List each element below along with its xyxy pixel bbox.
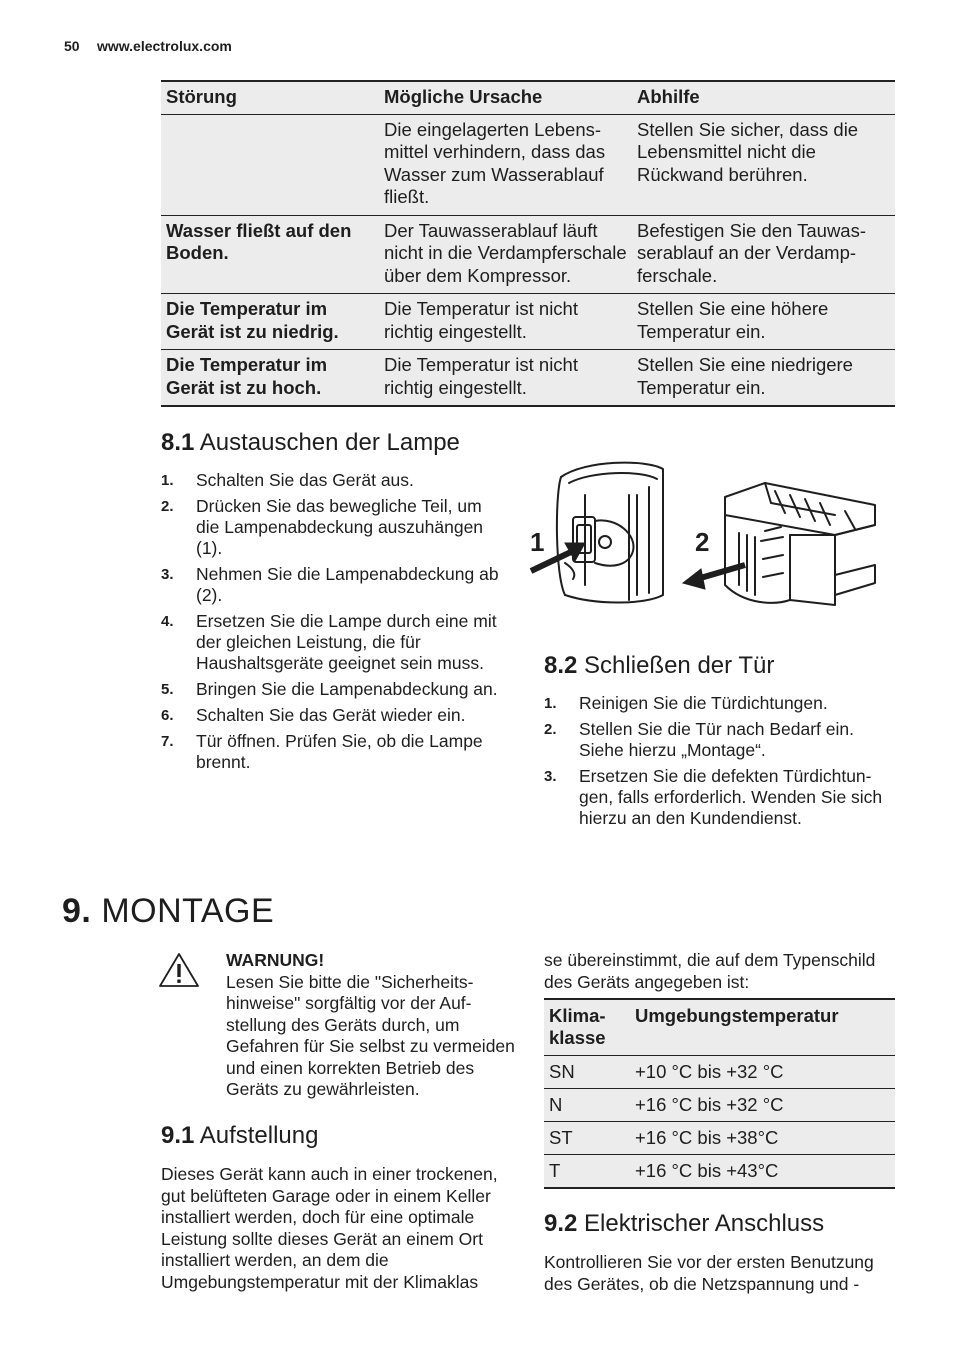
climate-class-cell: ST <box>544 1122 630 1155</box>
list-item: 2. Drücken Sie das bewegliche Teil, um die Lampenabdeckung auszuhängen (1). <box>161 496 484 558</box>
warning-block <box>226 950 516 1101</box>
cause-cell: Die Temperatur ist nicht richtig eingestellt. <box>379 350 632 407</box>
list-item: 3. Ersetzen Sie die defekten Türdichtungen, falls erforderlich. Wenden Sie sich hierzu an den Kundendienst. <box>544 766 883 828</box>
door-closing-steps <box>544 693 896 834</box>
cause-cell: Die eingelagerten Lebensmittel verhindern, dass das Wasser zum Wasserablauf fließt. <box>379 114 632 215</box>
table-row <box>161 294 895 350</box>
chapter-number: 9. <box>62 892 92 930</box>
table-row <box>544 1155 895 1189</box>
continuation-paragraph: se übereinstimmt, die auf dem Typenschild des Geräts angegeben ist: <box>544 950 876 992</box>
section-8-1-heading <box>161 429 460 457</box>
column-header-ambient-temperature: Umgebungstemperatur <box>630 999 895 1056</box>
list-item: 2. Stellen Sie die Tür nach Bedarf ein. Siehe hierzu „Montage“. <box>544 719 854 760</box>
temperature-range-cell: +16 °C bis +32 °C <box>630 1089 895 1122</box>
chapter-title: MONTAGE <box>101 892 275 930</box>
section-title: Schließen der Tür <box>584 652 775 679</box>
table-row <box>544 1122 895 1155</box>
cause-cell: Die Temperatur ist nicht richtig eingestellt. <box>379 294 632 350</box>
table-row <box>544 1056 895 1089</box>
section-number: 9.1 <box>161 1122 195 1149</box>
section-title: Aufstellung <box>199 1122 319 1149</box>
temperature-range-cell: +10 °C bis +32 °C <box>630 1056 895 1089</box>
lamp-cover-illustration <box>525 455 895 630</box>
remedy-cell: Stellen Sie eine niedrigere Temperatur ein. <box>632 350 895 407</box>
climate-class-cell: T <box>544 1155 630 1189</box>
section-8-2-heading <box>544 652 774 680</box>
climate-class-cell: N <box>544 1089 630 1122</box>
table-row <box>161 215 895 294</box>
problem-cell: Die Temperatur im Gerät ist zu hoch. <box>161 350 379 407</box>
column-header-climate-class: Klimaklasse <box>544 999 630 1056</box>
illustration-label-2: 2 <box>695 527 710 557</box>
list-item: 4. Ersetzen Sie die Lampe durch eine mit der gleichen Leistung, die für Haushaltsgeräte geeignet sein muss. <box>161 611 497 673</box>
remedy-cell: Stellen Sie eine höhere Temperatur ein. <box>632 294 895 350</box>
installation-paragraph: Dieses Gerät kann auch in einer trockenen, gut belüfteten Garage oder in einem Keller installiert werden, doch für eine optimale Leistung sollte dieses Gerät an einem Ort installiert werden, an dem die Umgebungstemperatur mit der Klimaklas <box>161 1164 498 1292</box>
remedy-cell: Befestigen Sie den Tauwasserablauf an der Verdampferschale. <box>632 215 895 294</box>
table-header-row <box>161 81 895 114</box>
section-9-2-heading <box>544 1210 824 1238</box>
climate-class-cell: SN <box>544 1056 630 1089</box>
climate-class-table <box>544 998 895 1189</box>
temperature-range-cell: +16 °C bis +38°C <box>630 1122 895 1155</box>
list-item: 6. Schalten Sie das Gerät wieder ein. <box>161 705 466 725</box>
section-title: Austauschen der Lampe <box>199 429 460 456</box>
section-9-1-heading <box>161 1122 318 1150</box>
problem-cell <box>161 114 379 215</box>
electrical-connection-paragraph: Kontrollieren Sie vor der ersten Benutzung des Gerätes, ob die Netzspannung und - <box>544 1252 874 1294</box>
remedy-cell: Stellen Sie sicher, dass die Lebensmittel nicht die Rückwand berühren. <box>632 114 895 215</box>
warning-text: Lesen Sie bitte die "Sicherheitshinweise" sorgfältig vor der Aufstellung des Geräts durch, um Gefahren für Sie selbst zu vermeiden und einen korrekten Betrieb des Geräts zu gewährleisten. <box>226 971 515 1099</box>
warning-icon <box>158 952 200 988</box>
list-item: 7. Tür öffnen. Prüfen Sie, ob die Lampe brennt. <box>161 731 483 772</box>
lamp-replacement-steps <box>161 470 506 778</box>
list-item: 1. Reinigen Sie die Türdichtungen. <box>544 693 828 713</box>
cause-cell: Der Tauwasserablauf läuft nicht in die Verdampferschale über dem Kompressor. <box>379 215 632 294</box>
column-header-cause: Mögliche Ursache <box>379 81 632 114</box>
table-row <box>544 1089 895 1122</box>
section-number: 8.2 <box>544 652 578 679</box>
section-title: Elektrischer Anschluss <box>584 1210 825 1237</box>
section-9-heading <box>62 892 274 931</box>
section-number: 9.2 <box>544 1210 578 1237</box>
table-row <box>161 114 895 215</box>
warning-title: WARNUNG! <box>226 950 325 970</box>
list-item: 1. Schalten Sie das Gerät aus. <box>161 470 414 490</box>
website-url: www.electrolux.com <box>97 38 232 54</box>
troubleshooting-table <box>161 80 895 407</box>
problem-cell: Wasser fließt auf den Boden. <box>161 215 379 294</box>
illustration-label-1: 1 <box>530 527 545 557</box>
list-item: 5. Bringen Sie die Lampenabdeckung an. <box>161 679 498 699</box>
page-number: 50 <box>64 38 80 54</box>
table-header-row <box>544 999 895 1056</box>
column-header-problem: Störung <box>161 81 379 114</box>
section-number: 8.1 <box>161 429 195 456</box>
list-item: 3. Nehmen Sie die Lampenabdeckung ab (2). <box>161 564 499 605</box>
problem-cell: Die Temperatur im Gerät ist zu niedrig. <box>161 294 379 350</box>
column-header-remedy: Abhilfe <box>632 81 895 114</box>
table-row <box>161 350 895 407</box>
temperature-range-cell: +16 °C bis +43°C <box>630 1155 895 1189</box>
